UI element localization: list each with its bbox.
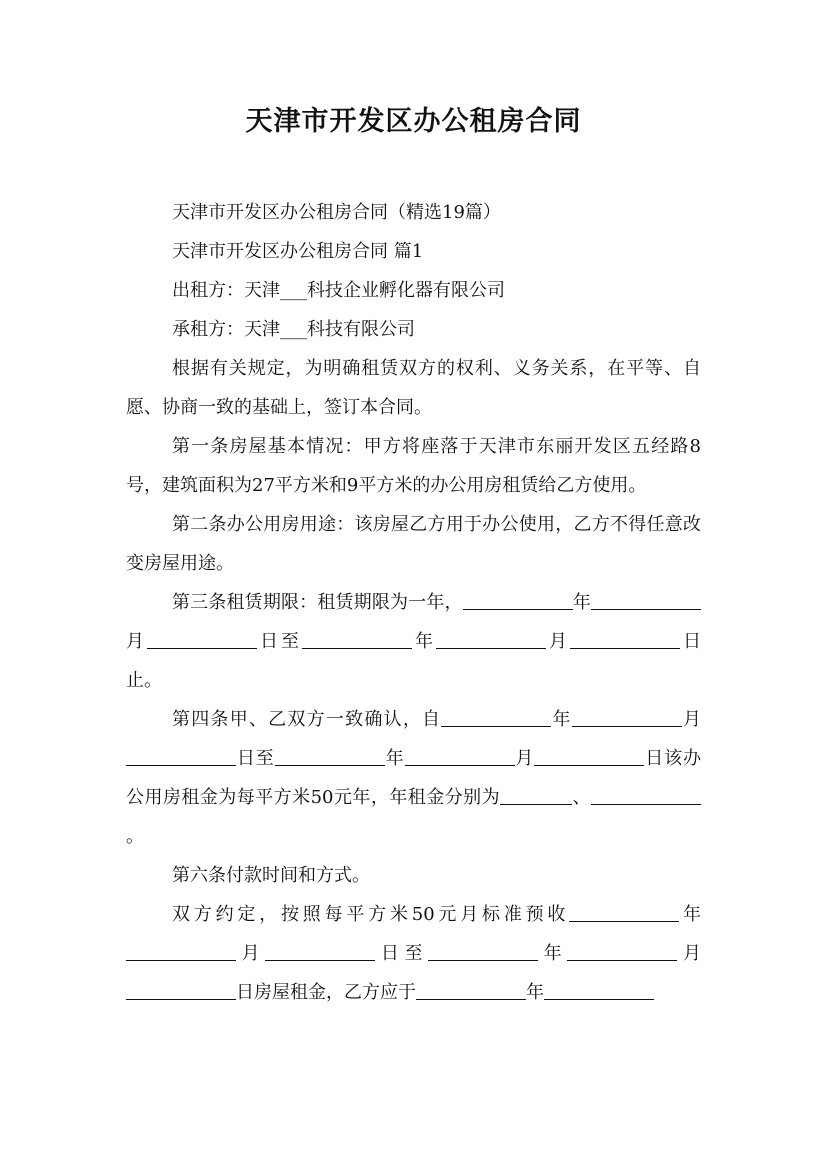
blank-field xyxy=(275,747,385,766)
month-label: 月 xyxy=(681,709,702,730)
blank-field xyxy=(570,630,680,649)
blank-field xyxy=(147,630,257,649)
lessor-line: 出租方：天津___科技企业孵化器有限公司 xyxy=(172,280,505,301)
lessee-line: 承租方：天津___科技有限公司 xyxy=(172,319,415,340)
day-label: 日 xyxy=(644,748,665,769)
day-to-label: 日至 xyxy=(375,943,429,964)
blank-field xyxy=(126,981,236,1000)
section-heading: 天津市开发区办公租房合同 篇1 xyxy=(172,241,424,262)
month-label: 月 xyxy=(126,631,147,652)
article-4-prefix: 第四条甲、乙双方一致确认，自 xyxy=(172,709,442,730)
day-end-label: 日止。 xyxy=(126,631,701,691)
year-label: 年 xyxy=(412,631,436,652)
document-body xyxy=(126,193,701,1012)
month-label: 月 xyxy=(546,631,570,652)
rent-text: 该办公用房租金为每平方米50元年，年租金分别为 xyxy=(126,748,702,808)
blank-field xyxy=(591,591,701,610)
article-2-paragraph: 第二条办公用房用途：该房屋乙方用于办公使用，乙方不得任意改变房屋用途。 xyxy=(126,514,701,574)
blank-field xyxy=(544,981,654,1000)
blank-field xyxy=(265,942,375,961)
blank-field xyxy=(569,903,679,922)
blank-field xyxy=(405,747,515,766)
blank-field xyxy=(500,786,572,805)
year-label: 年 xyxy=(384,748,405,769)
day-to-label: 日至 xyxy=(257,631,302,652)
article-6-heading: 第六条付款时间和方式。 xyxy=(172,865,370,886)
article-6-paragraph xyxy=(126,895,701,1012)
preamble-paragraph: 根据有关规定，为明确租赁双方的权利、义务关系，在平等、自愿、协商一致的基础上，签订本合同。 xyxy=(126,358,701,418)
year-label: 年 xyxy=(538,943,568,964)
blank-field xyxy=(463,591,573,610)
document-title: 天津市开发区办公租房合同 xyxy=(245,106,582,137)
subtitle: 天津市开发区办公租房合同（精选19篇） xyxy=(172,202,501,223)
blank-field xyxy=(436,630,546,649)
end-mark: 。 xyxy=(126,826,144,847)
blank-field xyxy=(534,747,644,766)
year-label: 年 xyxy=(551,709,572,730)
blank-field xyxy=(572,708,682,727)
blank-field xyxy=(302,630,412,649)
blank-field xyxy=(126,747,236,766)
day-to-label: 日至 xyxy=(236,748,275,769)
article-3-prefix: 第三条租赁期限：租赁期限为一年， xyxy=(172,592,463,613)
blank-field xyxy=(567,942,677,961)
article-6-prefix: 双方约定，按照每平方米50元月标准预收 xyxy=(172,904,570,925)
month-label: 月 xyxy=(677,943,701,964)
year-label: 年 xyxy=(526,982,544,1003)
blank-field xyxy=(428,942,538,961)
article-4-paragraph xyxy=(126,700,701,856)
blank-field xyxy=(441,708,551,727)
year-label: 年 xyxy=(572,592,592,613)
article-1-paragraph: 第一条房屋基本情况：甲方将座落于天津市东丽开发区五经路8号，建筑面积为27平方米和9平方米的办公用房租赁给乙方使用。 xyxy=(126,436,701,496)
article-3-paragraph xyxy=(126,583,701,700)
month-label: 月 xyxy=(514,748,535,769)
blank-field xyxy=(126,942,236,961)
month-label: 月 xyxy=(236,943,266,964)
separator: 、 xyxy=(572,787,592,808)
rent-text: 日房屋租金，乙方应于 xyxy=(236,982,416,1003)
blank-field xyxy=(591,786,701,805)
year-label: 年 xyxy=(679,904,701,925)
blank-field xyxy=(416,981,526,1000)
